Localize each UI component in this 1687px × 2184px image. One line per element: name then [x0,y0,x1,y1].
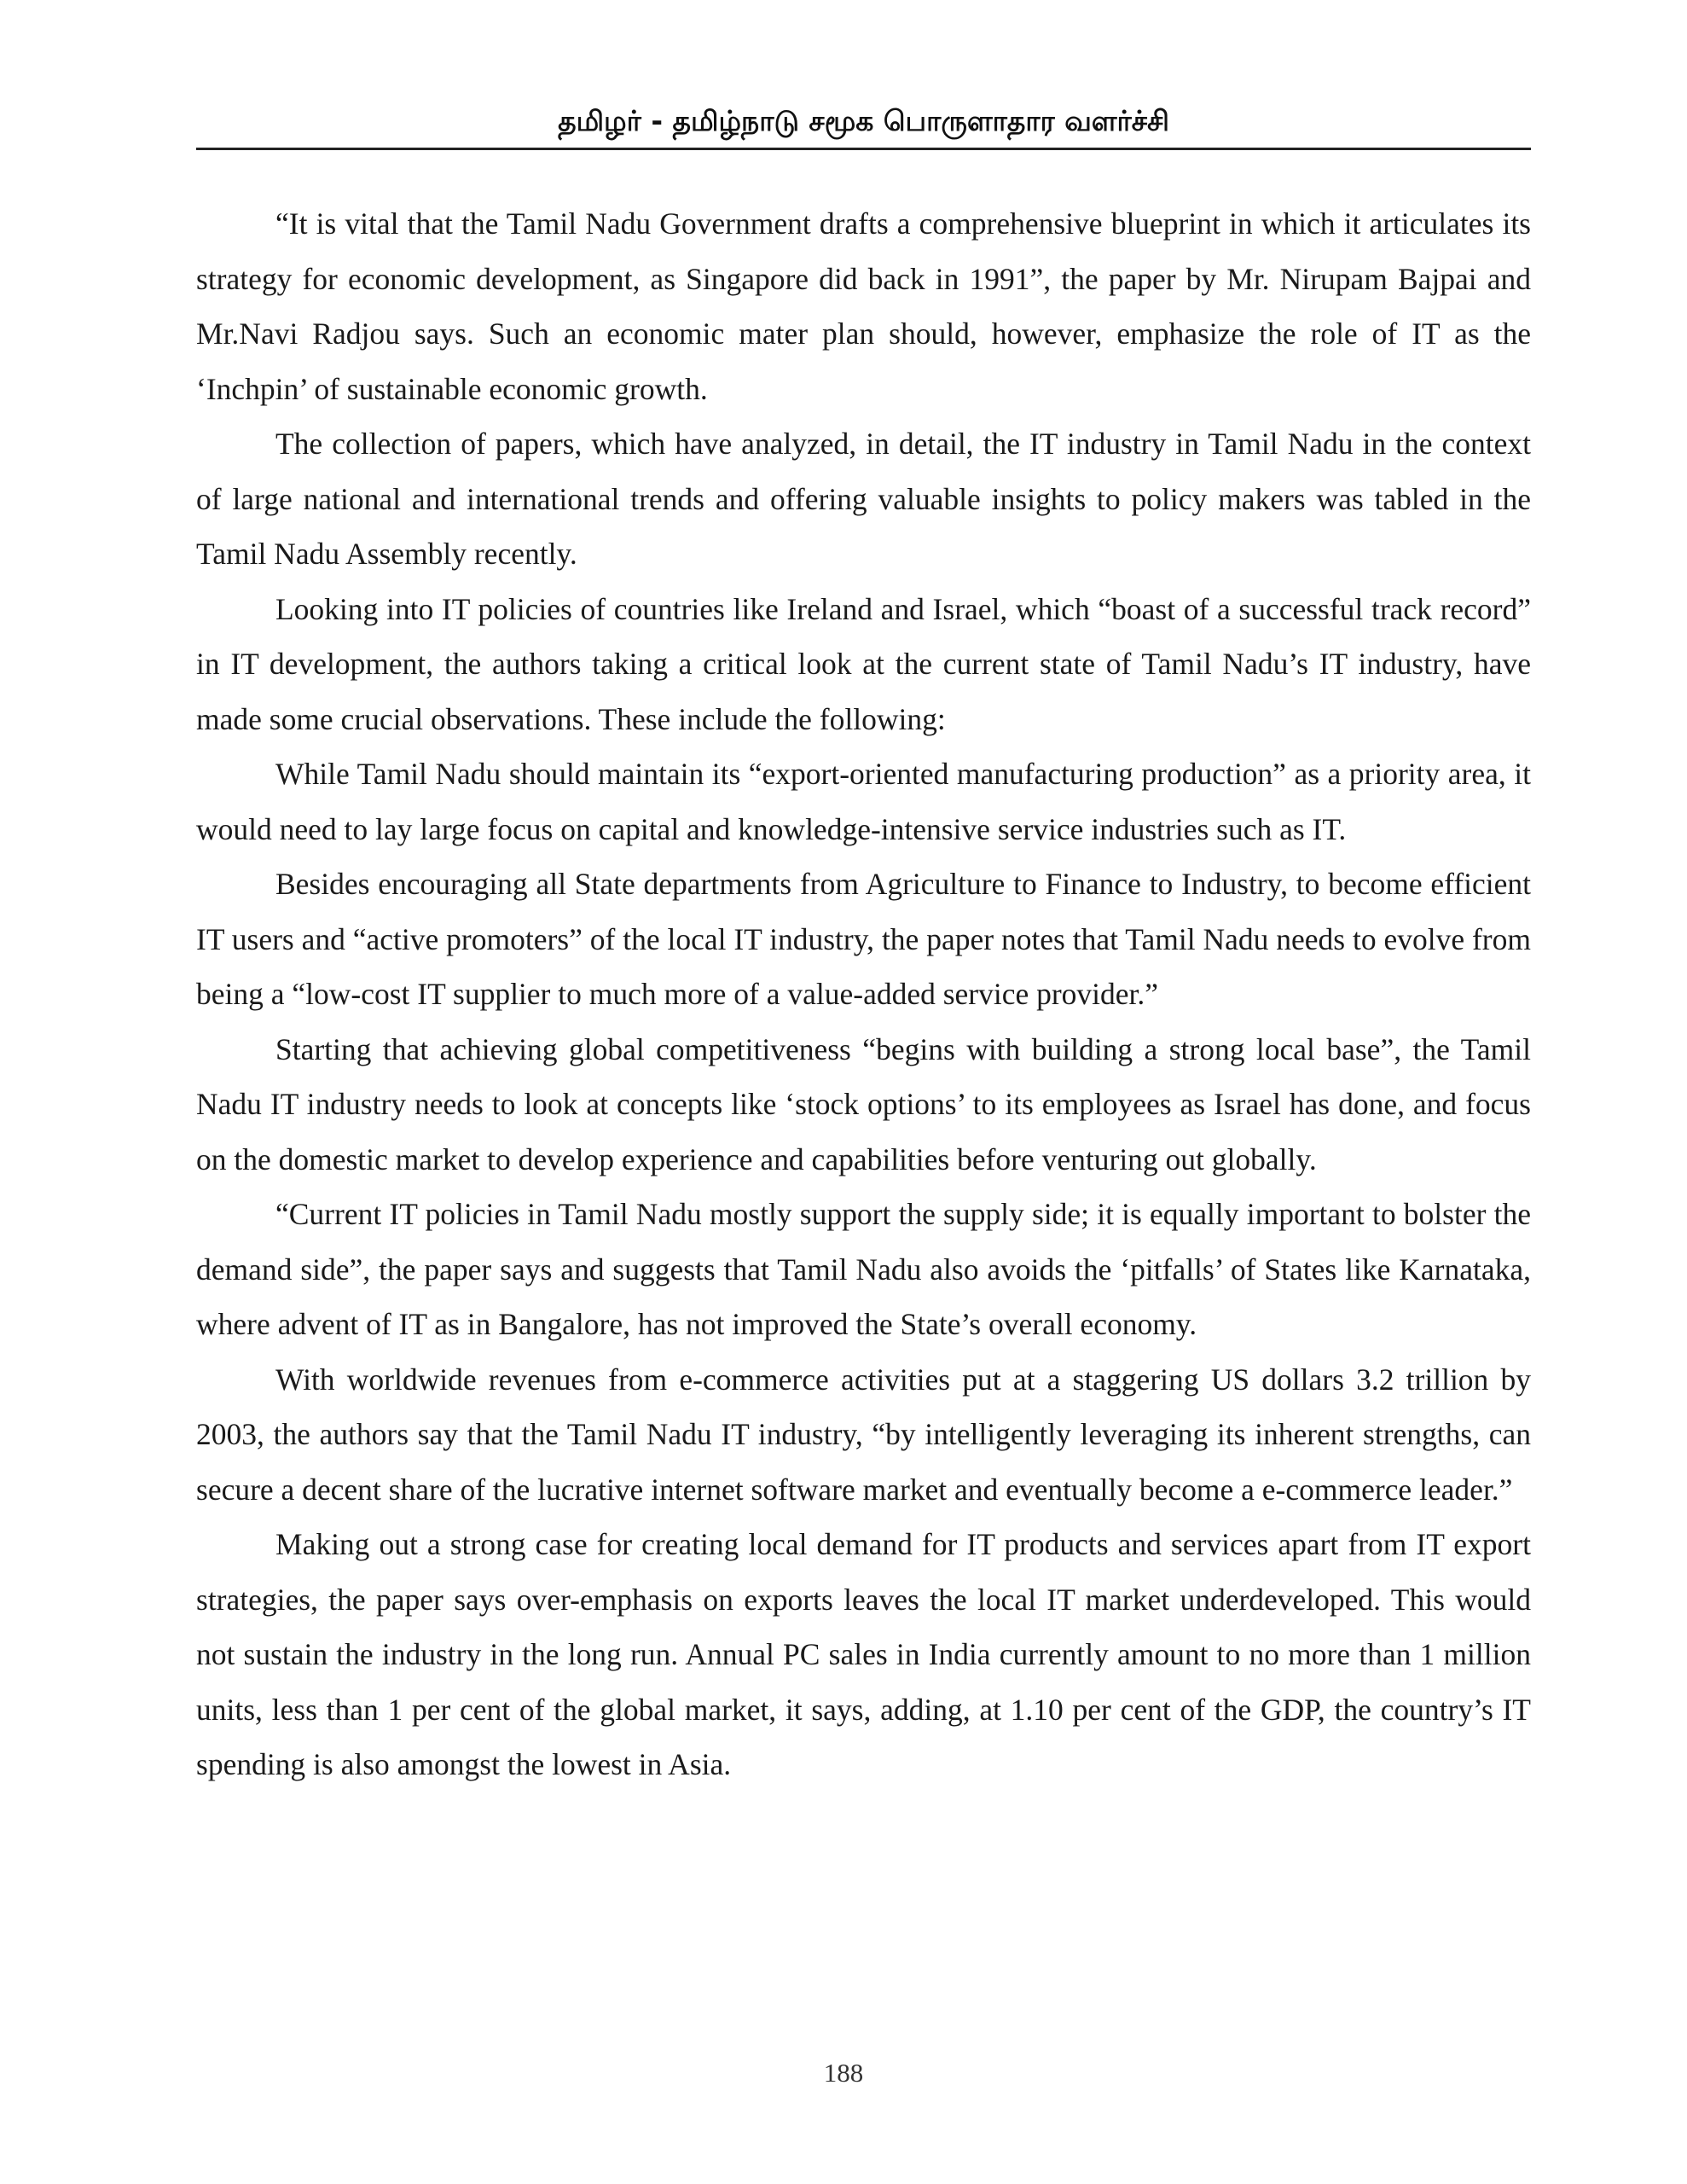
paragraph: Making out a strong case for creating local demand for IT products and services apart from IT export strategies, the paper says over-emphasis on exports leaves the local IT market underdeveloped. This would not sustain the industry in the long run. Annual PC sales in India currently amount to no more than 1 million units, less than 1 per cent of the global market, it says, adding, at 1.10 per cent of the GDP, the country’s IT spending is also amongst the lowest in Asia. [196,1527,1531,1781]
page-number: 188 [823,2058,864,2088]
paragraph: While Tamil Nadu should maintain its “export-oriented manufacturing production” as a priority area, it would need to lay large focus on capital and knowledge-intensive service industries such as IT. [196,757,1531,846]
paragraph: “It is vital that the Tamil Nadu Government drafts a comprehensive blueprint in which it articulates its strategy for economic development, as Singapore did back in 1991”, the paper by Mr. Nirupam Bajpai and Mr.Navi Radjou says. Such an economic mater plan should, however, emphasize the role of IT as the ‘Inchpin’ of sustainable economic growth. [196,206,1531,406]
header-divider [196,148,1531,150]
paragraph: The collection of papers, which have analyzed, in detail, the IT industry in Tamil Nadu in the context of large national and international trends and offering valuable insights to policy makers was tabled in the Tamil Nadu Assembly recently. [196,427,1531,571]
running-header-title: தமிழர் - தமிழ்நாடு சமூக பொருளாதார வளர்ச்சி [558,104,1169,137]
paragraph: Looking into IT policies of countries like Ireland and Israel, which “boast of a successful track record” in IT development, the authors taking a critical look at the current state of Tamil Nadu’s IT industry, have made some crucial observations. These include the following: [196,591,1531,736]
paragraph: “Current IT policies in Tamil Nadu mostly support the supply side; it is equally important to bolster the demand side”, the paper says and suggests that Tamil Nadu also avoids the ‘pitfalls’ of States like Karnataka, where advent of IT as in Bangalore, has not improved the State’s overall economy. [196,1197,1531,1341]
body-text [196,196,1531,1792]
paragraph: Besides encouraging all State departments from Agriculture to Finance to Industry, to become efficient IT users and “active promoters” of the local IT industry, the paper notes that Tamil Nadu needs to evolve from being a “low-cost IT supplier to much more of a value-added service provider.” [196,867,1531,1011]
paragraph: With worldwide revenues from e-commerce activities put at a staggering US dollars 3.2 trillion by 2003, the authors say that the Tamil Nadu IT industry, “by intelligently leveraging its inherent strengths, can secure a decent share of the lucrative internet software market and eventually become a e-commerce leader.” [196,1362,1531,1507]
paragraph: Starting that achieving global competitiveness “begins with building a strong local base”, the Tamil Nadu IT industry needs to look at concepts like ‘stock options’ to its employees as Israel has done, and focus on the domestic market to develop experience and capabilities before venturing out globally. [196,1031,1531,1176]
